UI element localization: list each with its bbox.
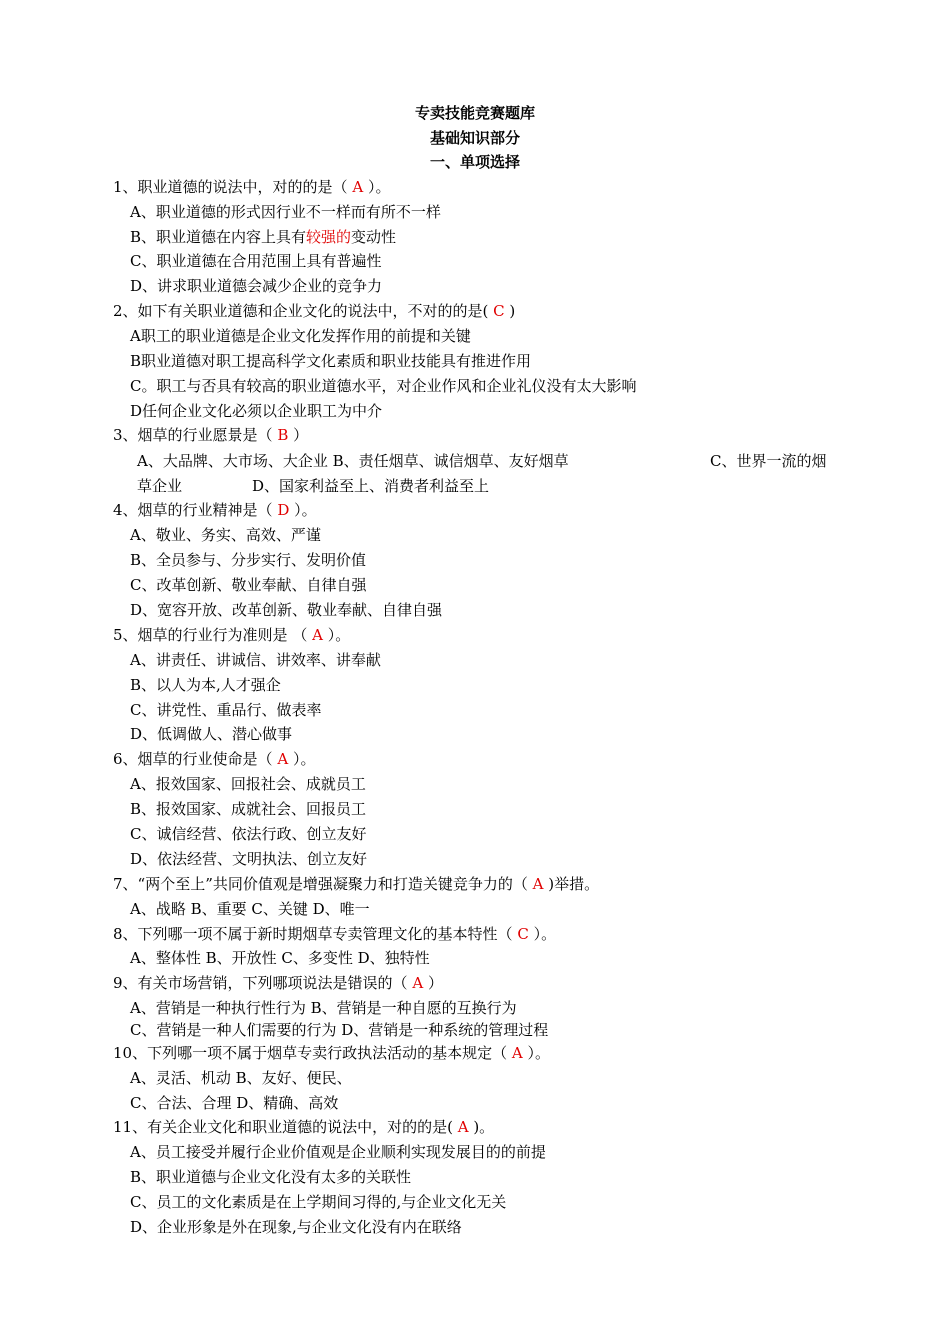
document-title: 专卖技能竞赛题库 (414, 104, 535, 122)
options-7: A、战略 B、重要 C、关键 D、唯一 (130, 900, 370, 918)
option-4a: A、敬业、务实、高效、严谨 (130, 526, 321, 544)
section-title: 基础知识部分 (429, 129, 520, 147)
option-11a: A、员工接受并履行企业价值观是企业顺利实现发展目的的前提 (130, 1143, 546, 1161)
question-4: 4、烟草的行业精神是（ D ）。 (113, 501, 317, 519)
answer-key: A (352, 178, 364, 196)
option-1d: D、讲求职业道德会减少企业的竞争力 (130, 277, 383, 295)
option-3c-end: 草企业 (137, 477, 183, 495)
question-1: 1、职业道德的说法中，对的的是（ A ）。 (113, 178, 391, 196)
option-3ab: A、大品牌、大市场、大企业 B、责任烟草、诚信烟草、友好烟草 (137, 452, 569, 470)
question-8: 8、下列哪一项不属于新时期烟草专卖管理文化的基本特性（ C ）。 (113, 925, 557, 943)
option-4c: C、改革创新、敬业奉献、自律自强 (130, 576, 367, 594)
option-1b: B、职业道德在内容上具有较强的变动性 (130, 228, 397, 246)
option-6d: D、依法经营、文明执法、创立友好 (130, 850, 368, 868)
answer-key: A (277, 750, 289, 768)
option-4d: D、宽容开放、改革创新、敬业奉献、自律自强 (130, 601, 443, 619)
answer-key: A (457, 1118, 469, 1136)
option-1a: A、职业道德的形式因行业不一样而有所不一样 (130, 203, 441, 221)
option-6a: A、报效国家、回报社会、成就员工 (130, 775, 366, 793)
answer-key: A (532, 875, 544, 893)
option-11d: D、企业形象是外在现象,与企业文化没有内在联络 (130, 1218, 462, 1236)
question-6: 6、烟草的行业使命是（ A ）。 (113, 750, 316, 768)
options-8: A、整体性 B、开放性 C、多变性 D、独特性 (130, 949, 430, 967)
answer-key: D (277, 501, 290, 519)
option-4b: B、全员参与、分步实行、发明价值 (130, 551, 367, 569)
subsection-title: 一、单项选择 (429, 153, 520, 171)
option-3d: D、国家利益至上、消费者利益至上 (252, 477, 490, 495)
option-5c: C、讲党性、重品行、做表率 (130, 701, 322, 719)
option-6b: B、报效国家、成就社会、回报员工 (130, 800, 367, 818)
options-10ab: A、灵活、机动 B、友好、便民、 (130, 1069, 352, 1087)
option-3c-start: C、世界一流的烟 (710, 452, 827, 470)
question-2: 2、如下有关职业道德和企业文化的说法中，不对的的是( C ) (113, 302, 516, 320)
highlighted-text: 较强的 (306, 228, 352, 246)
answer-key: B (277, 426, 289, 444)
option-5a: A、讲责任、讲诚信、讲效率、讲奉献 (130, 651, 381, 669)
option-11b: B、职业道德与企业文化没有太多的关联性 (130, 1168, 412, 1186)
answer-key: A (312, 626, 323, 644)
options-9ab: A、营销是一种执行性行为 B、营销是一种自愿的互换行为 (130, 999, 517, 1017)
option-2b: B职业道德对职工提高科学文化素质和职业技能具有推进作用 (130, 352, 532, 370)
option-2a: A职工的职业道德是企业文化发挥作用的前提和关键 (130, 327, 471, 345)
option-5d: D、低调做人、潜心做事 (130, 725, 293, 743)
option-2d: D任何企业文化必须以企业职工为中介 (130, 402, 383, 420)
question-3: 3、烟草的行业愿景是（ B ） (113, 426, 309, 444)
question-11: 11、有关企业文化和职业道德的说法中，对的的是( A )。 (113, 1118, 495, 1136)
option-5b: B、以人为本,人才强企 (130, 676, 281, 694)
option-1c: C、职业道德在合用范围上具有普遍性 (130, 252, 382, 270)
options-10cd: C、合法、合理 D、精确、高效 (130, 1094, 339, 1112)
answer-key: C (493, 302, 505, 320)
answer-key: A (511, 1044, 523, 1062)
option-2c: C。职工与否具有较高的职业道德水平，对企业作风和企业礼仪没有太大影响 (130, 377, 637, 395)
question-5: 5、烟草的行业行为准则是 （ A ）。 (113, 626, 351, 644)
options-9cd: C、营销是一种人们需要的行为 D、营销是一种系统的管理过程 (130, 1021, 549, 1039)
answer-key: A (412, 974, 424, 992)
question-10: 10、下列哪一项不属于烟草专卖行政执法活动的基本规定（ A ）。 (113, 1044, 550, 1062)
answer-key: C (517, 925, 529, 943)
question-7: 7、“两个至上”共同价值观是增强凝聚力和打造关键竞争力的（ A )举措。 (113, 875, 600, 893)
option-6c: C、诚信经营、依法行政、创立友好 (130, 825, 367, 843)
option-11c: C、员工的文化素质是在上学期间习得的,与企业文化无关 (130, 1193, 507, 1211)
question-9: 9、有关市场营销，下列哪项说法是错误的（ A ） (113, 974, 443, 992)
